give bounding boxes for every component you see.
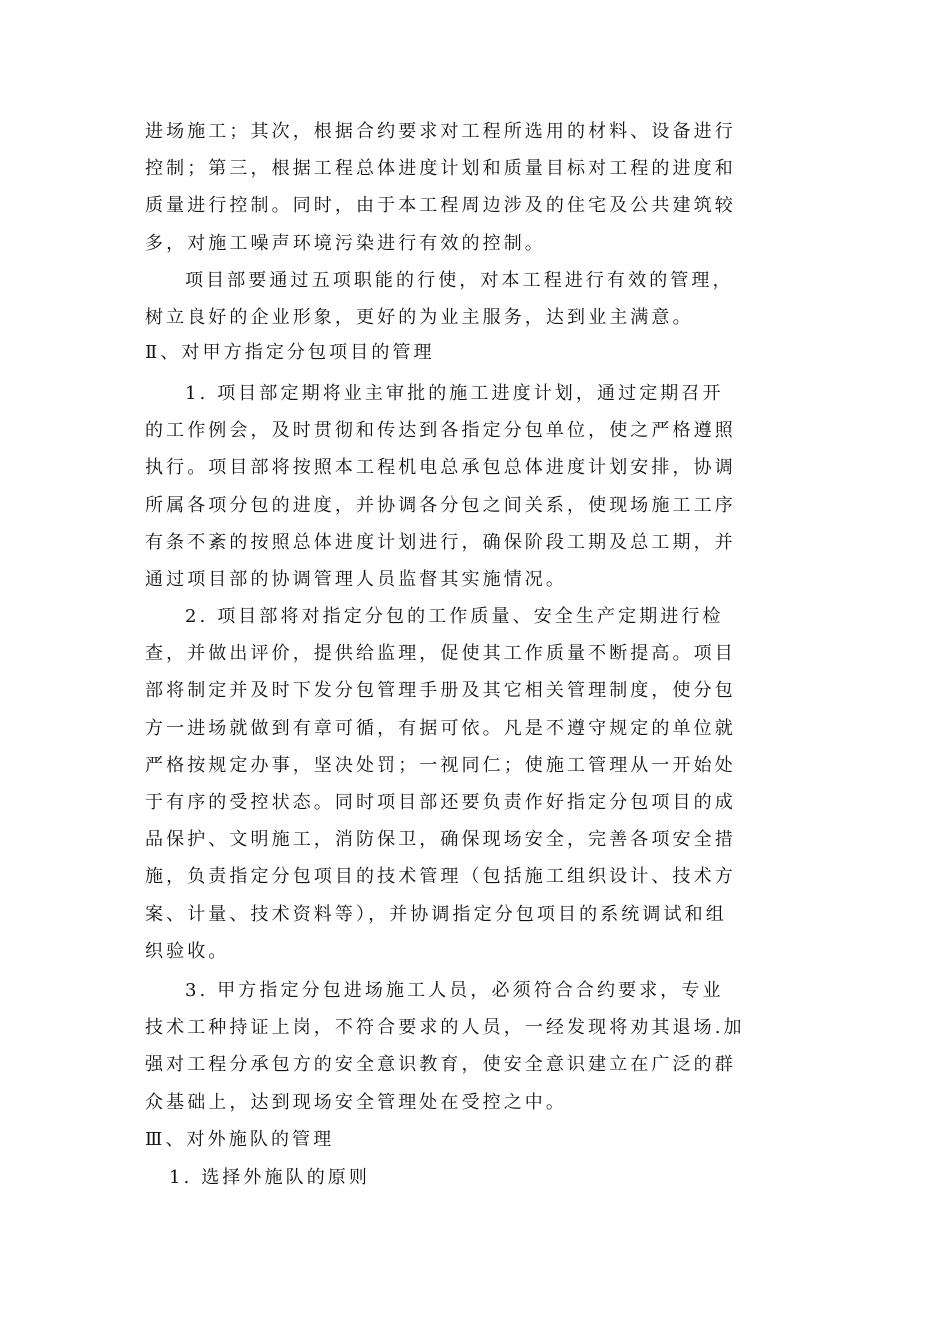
section2-item-2 xyxy=(145,598,805,970)
section-heading-2 xyxy=(145,334,805,371)
text-line: 树立良好的企业形象，更好的为业主服务，达到业主满意。 xyxy=(145,307,694,329)
text-line: 所属各项分包的进度，并协调各分包之间关系，使现场施工工序 xyxy=(145,494,736,516)
text-line: 织验收。 xyxy=(145,940,230,962)
text-line: 多，对施工噪声环境污染进行有效的控制。 xyxy=(145,232,546,254)
text-line: 2. 项目部将对指定分包的工作质量、安全生产定期进行检 xyxy=(185,606,724,627)
text-line: 强对工程分承包方的安全意识教育，使安全意识建立在广泛的群 xyxy=(145,1054,736,1076)
text-line: 3. 甲方指定分包进场施工人员，必须符合合约要求，专业 xyxy=(185,980,724,1001)
text-line: 于有序的受控状态。同时项目部还要负责作好指定分包项目的成 xyxy=(145,791,736,813)
text-line: 方一进场就做到有章可循，有据可依。凡是不遵守规定的单位就 xyxy=(145,717,736,739)
section-heading-3 xyxy=(145,1121,805,1158)
text-line: 有条不紊的按照总体进度计划进行，确保阶段工期及总工期，并 xyxy=(145,531,736,553)
text-line: 控制；第三，根据工程总体进度计划和质量目标对工程的进度和 xyxy=(145,158,736,180)
paragraph-continuation xyxy=(145,113,805,262)
section2-item-1 xyxy=(145,375,805,598)
text-line: 品保护、文明施工，消防保卫，确保现场安全，完善各项安全措 xyxy=(145,829,736,851)
text-line: 查，并做出评价，提供给监理，促使其工作质量不断提高。项目 xyxy=(145,643,736,665)
text-line: 质量进行控制。同时，由于本工程周边涉及的住宅及公共建筑较 xyxy=(145,195,736,217)
text-line: 严格按规定办事，坚决处罚；一视同仁；使施工管理从一开始处 xyxy=(145,754,736,776)
heading-text: Ⅲ、对外施队的管理 xyxy=(145,1129,335,1150)
section2-item-3 xyxy=(145,972,805,1121)
text-line: 众基础上，达到现场安全管理处在受控之中。 xyxy=(145,1091,567,1113)
text-line: 技术工种持证上岗，不符合要求的人员，一经发现将劝其退场.加 xyxy=(145,1017,745,1039)
text-line: 案、计量、技术资料等），并协调指定分包项目的系统调试和组 xyxy=(145,903,727,925)
text-line: 施，负责指定分包项目的技术管理（包括施工组织设计、技术方 xyxy=(145,866,736,888)
text-line: 执行。项目部将按照本工程机电总承包总体进度计划安排，协调 xyxy=(145,457,736,479)
text-line: 的工作例会，及时贯彻和传达到各指定分包单位，使之严格遵照 xyxy=(145,420,736,442)
subheading-text: 1. 选择外施队的原则 xyxy=(169,1167,370,1188)
text-line: 部将制定并及时下发分包管理手册及其它相关管理制度，使分包 xyxy=(145,680,736,702)
text-line: 进场施工；其次，根据合约要求对工程所选用的材料、设备进行 xyxy=(145,121,736,142)
text-line: 项目部要通过五项职能的行使，对本工程进行有效的管理， xyxy=(185,270,734,291)
text-line: 通过项目部的协调管理人员监督其实施情况。 xyxy=(145,568,567,590)
paragraph-functions xyxy=(145,262,805,336)
text-line: 1. 项目部定期将业主审批的施工进度计划，通过定期召开 xyxy=(185,383,724,404)
heading-text: Ⅱ、对甲方指定分包项目的管理 xyxy=(145,342,435,363)
section-subheading-3-1 xyxy=(145,1159,805,1196)
